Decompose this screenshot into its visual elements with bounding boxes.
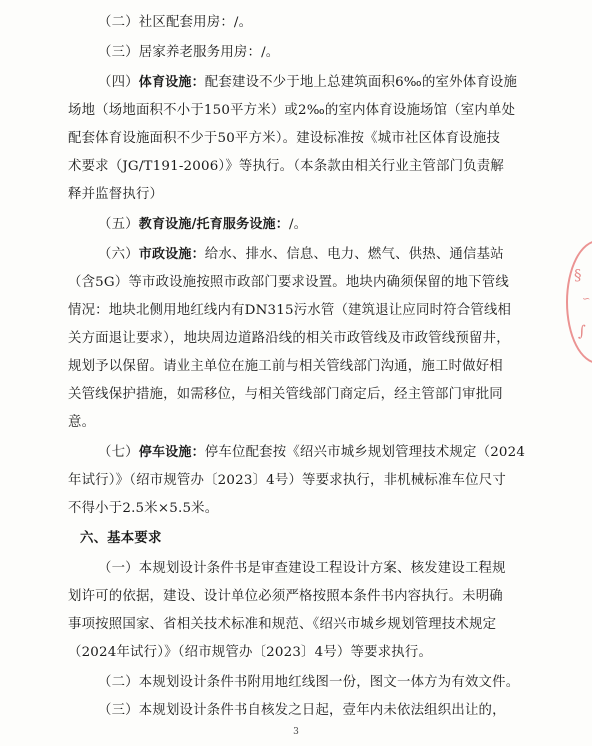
clause-text: 意。: [68, 415, 96, 430]
clause-number: （六）: [98, 247, 139, 262]
text-line: [68, 186, 163, 204]
seal-mark: ∫: [578, 322, 586, 340]
clause-text: 释并监督执行）: [68, 187, 164, 202]
clause-text: （三）本规划设计条件书自核发之日起，壹年内未依法组织出让的，: [98, 703, 506, 718]
text-line: [68, 330, 510, 348]
clause-text: 给水、排水、信息、电力、燃气、供热、通信基站: [204, 247, 504, 262]
text-line: [68, 102, 515, 120]
text-line: [98, 246, 504, 264]
clause-text: 划许可的依据，建设、设计单位必须严格按照本条件书内容执行。未明确: [68, 589, 503, 604]
page-number: 3: [293, 727, 299, 737]
clause-text: 停车位配套按《绍兴市城乡规划管理技术规定（2024: [204, 445, 526, 460]
text-line: [68, 158, 504, 176]
text-line: [98, 702, 506, 720]
clause-text: 术要求（JG/T191-2006）》等执行。（本条款由相关行业主管部门负责解: [68, 159, 505, 174]
text-line: [68, 386, 503, 404]
clause-text: /。: [288, 217, 308, 232]
clause-text: 配套建设不少于地上总建筑面积6‰的室外体育设施: [204, 75, 518, 90]
clause-number: （四）: [98, 75, 139, 90]
clause-text: 社区配套用房：/。: [138, 15, 253, 30]
clause-number: （五）: [98, 217, 139, 232]
text-line: [98, 216, 307, 234]
text-line: [68, 130, 500, 148]
clause-text: 不得小于2.5米×5.5米。: [68, 501, 219, 516]
seal-mark: ∽: [582, 294, 591, 305]
clause-text: 关方面退让要求），地块周边道路沿线的相关市政管线及市政管线预留井，: [68, 331, 510, 346]
clause-text: （2024年试行）》（绍市规管办〔2023〕4号）等要求执行。: [68, 645, 433, 660]
clause-label: 市政设施：: [138, 247, 205, 262]
text-line: [68, 414, 95, 432]
clause-text: 事项按照国家、省相关技术标准和规范、《绍兴市城乡规划管理技术规定: [68, 617, 497, 632]
clause-number: （七）: [98, 445, 139, 460]
clause-text: （二）本规划设计条件书附用地红线图一份，图文一体方为有效文件。: [98, 675, 520, 690]
clause-text: 规划予以保留。请业主单位在施工前与相关管线部门沟通，施工时做好相: [68, 359, 503, 374]
clause-label: 体育设施：: [138, 75, 205, 90]
clause-number: （三）: [98, 45, 139, 60]
text-line: [98, 14, 252, 32]
clause-text: 情况：地块北侧用地红线内有DN315污水管（建筑退让应同时符合管线相: [68, 303, 512, 318]
text-line: [68, 274, 509, 292]
clause-label: 停车设施：: [138, 445, 205, 460]
clause-text: 六、基本要求: [80, 531, 162, 546]
text-line: [98, 44, 279, 62]
text-line: [98, 74, 517, 92]
clause-text: 年试行）》（绍市规管办〔2023〕4号）等要求执行，非机械标准车位尺寸: [68, 473, 506, 488]
text-line: [68, 644, 432, 662]
clause-text: 配套体育设施面积不少于50平方米）。建设标准按《城市社区体育设施技: [68, 131, 501, 146]
clause-text: （含5G）等市政设施按照市政部门要求设置。地块内确须保留的地下管线: [68, 275, 509, 290]
clause-text: 关管线保护措施，如需移位，与相关管线部门商定后，经主管部门审批同: [68, 387, 503, 402]
text-line: [68, 616, 496, 634]
clause-text: 场地（场地面积不小于150平方米）或2‰的室内体育设施场馆（室内单处: [68, 103, 516, 118]
text-line: [98, 560, 506, 578]
text-line: [68, 588, 503, 606]
clause-text: （一）本规划设计条件书是审查建设工程设计方案、核发建设工程规: [98, 561, 506, 576]
text-line: [68, 302, 511, 320]
clause-label: 教育设施/托育服务设施：: [138, 217, 289, 232]
clause-number: （二）: [98, 15, 139, 30]
clause-text: 居家养老服务用房：/。: [138, 45, 280, 60]
seal-mark: §: [574, 266, 582, 284]
text-line: [68, 358, 503, 376]
section-heading: [80, 530, 162, 548]
text-line: [98, 444, 525, 462]
text-line: [98, 674, 519, 692]
text-line: [68, 472, 506, 490]
text-line: [68, 500, 218, 518]
red-seal-stamp: [566, 240, 592, 364]
